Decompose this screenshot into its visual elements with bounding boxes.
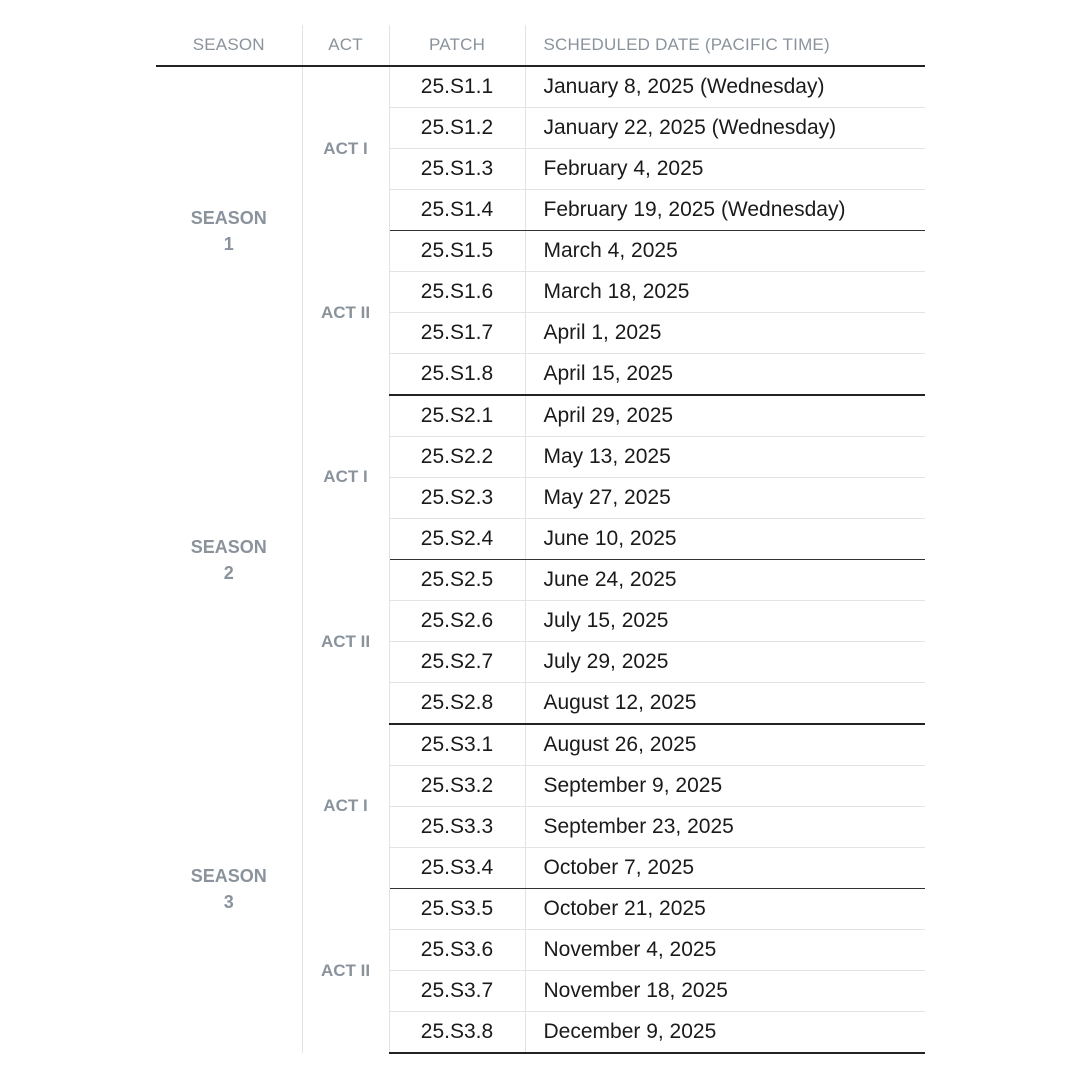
scheduled-date: April 29, 2025 bbox=[525, 395, 925, 437]
act-label: ACT II bbox=[302, 560, 389, 725]
column-header-act: ACT bbox=[302, 25, 389, 66]
patch-version: 25.S1.4 bbox=[389, 190, 525, 231]
act-label: ACT I bbox=[302, 66, 389, 231]
patch-schedule-table bbox=[156, 25, 925, 1054]
patch-version: 25.S2.8 bbox=[389, 683, 525, 725]
patch-version: 25.S2.4 bbox=[389, 519, 525, 560]
column-header-season: SEASON bbox=[156, 25, 302, 66]
table-body bbox=[156, 66, 925, 1053]
header-row bbox=[156, 25, 925, 66]
scheduled-date: August 12, 2025 bbox=[525, 683, 925, 725]
season-label: SEASON bbox=[190, 536, 267, 557]
patch-version: 25.S1.7 bbox=[389, 313, 525, 354]
patch-version: 25.S3.5 bbox=[389, 889, 525, 930]
scheduled-date: June 24, 2025 bbox=[525, 560, 925, 601]
patch-schedule-table-container bbox=[156, 25, 925, 1054]
season-number: 3 bbox=[223, 891, 234, 912]
table-header bbox=[156, 25, 925, 66]
act-label: ACT II bbox=[302, 889, 389, 1054]
table-row bbox=[156, 724, 925, 766]
patch-version: 25.S1.3 bbox=[389, 149, 525, 190]
scheduled-date: February 19, 2025 (Wednesday) bbox=[525, 190, 925, 231]
scheduled-date: August 26, 2025 bbox=[525, 724, 925, 766]
season-cell bbox=[156, 395, 302, 724]
patch-version: 25.S1.5 bbox=[389, 231, 525, 272]
patch-version: 25.S3.1 bbox=[389, 724, 525, 766]
act-label: ACT I bbox=[302, 395, 389, 560]
scheduled-date: March 18, 2025 bbox=[525, 272, 925, 313]
season-label: SEASON bbox=[190, 208, 267, 228]
scheduled-date: July 29, 2025 bbox=[525, 642, 925, 683]
scheduled-date: November 18, 2025 bbox=[525, 971, 925, 1012]
scheduled-date: September 9, 2025 bbox=[525, 766, 925, 807]
scheduled-date: November 4, 2025 bbox=[525, 930, 925, 971]
scheduled-date: January 8, 2025 (Wednesday) bbox=[525, 66, 925, 108]
patch-version: 25.S1.8 bbox=[389, 354, 525, 396]
column-header-patch: PATCH bbox=[389, 25, 525, 66]
season-number: 1 bbox=[223, 234, 234, 254]
scheduled-date: May 13, 2025 bbox=[525, 437, 925, 478]
patch-version: 25.S3.6 bbox=[389, 930, 525, 971]
season-cell bbox=[156, 66, 302, 395]
patch-version: 25.S1.1 bbox=[389, 66, 525, 108]
column-header-scheduled-date: SCHEDULED DATE (PACIFIC TIME) bbox=[525, 25, 925, 66]
scheduled-date: May 27, 2025 bbox=[525, 478, 925, 519]
scheduled-date: February 4, 2025 bbox=[525, 149, 925, 190]
act-label: ACT II bbox=[302, 231, 389, 396]
act-label: ACT I bbox=[302, 724, 389, 889]
scheduled-date: January 22, 2025 (Wednesday) bbox=[525, 108, 925, 149]
season-cell bbox=[156, 724, 302, 1053]
patch-version: 25.S1.2 bbox=[389, 108, 525, 149]
scheduled-date: April 15, 2025 bbox=[525, 354, 925, 396]
patch-version: 25.S2.2 bbox=[389, 437, 525, 478]
patch-version: 25.S3.4 bbox=[389, 848, 525, 889]
patch-version: 25.S3.8 bbox=[389, 1012, 525, 1054]
patch-version: 25.S2.7 bbox=[389, 642, 525, 683]
scheduled-date: June 10, 2025 bbox=[525, 519, 925, 560]
scheduled-date: April 1, 2025 bbox=[525, 313, 925, 354]
scheduled-date: December 9, 2025 bbox=[525, 1012, 925, 1054]
scheduled-date: July 15, 2025 bbox=[525, 601, 925, 642]
scheduled-date: October 21, 2025 bbox=[525, 889, 925, 930]
patch-version: 25.S1.6 bbox=[389, 272, 525, 313]
patch-version: 25.S2.6 bbox=[389, 601, 525, 642]
patch-version: 25.S3.2 bbox=[389, 766, 525, 807]
scheduled-date: September 23, 2025 bbox=[525, 807, 925, 848]
patch-version: 25.S3.3 bbox=[389, 807, 525, 848]
season-number: 2 bbox=[223, 562, 234, 583]
table-row bbox=[156, 66, 925, 108]
scheduled-date: March 4, 2025 bbox=[525, 231, 925, 272]
scheduled-date: October 7, 2025 bbox=[525, 848, 925, 889]
table-row bbox=[156, 395, 925, 437]
patch-version: 25.S2.5 bbox=[389, 560, 525, 601]
season-label: SEASON bbox=[190, 865, 267, 886]
patch-version: 25.S3.7 bbox=[389, 971, 525, 1012]
patch-version: 25.S2.3 bbox=[389, 478, 525, 519]
patch-version: 25.S2.1 bbox=[389, 395, 525, 437]
